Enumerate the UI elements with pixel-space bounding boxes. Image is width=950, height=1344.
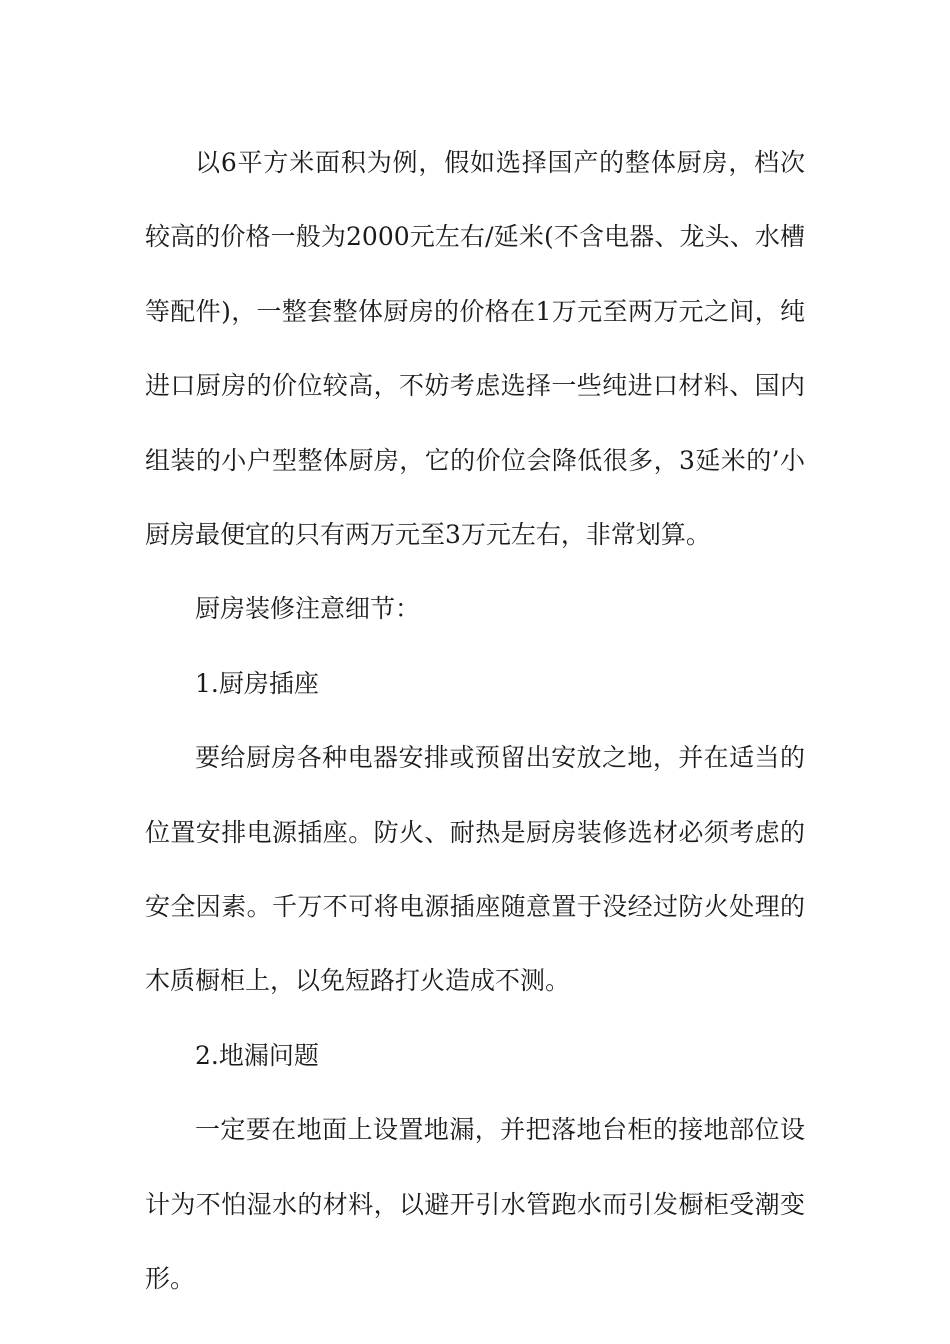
subheading-kitchen-sockets: 1.厨房插座	[195, 668, 319, 698]
section-heading-kitchen-details: 厨房装修注意细节：	[195, 594, 421, 624]
document-body	[145, 126, 805, 1317]
paragraph-kitchen-sockets: 要给厨房各种电器安排或预留出安放之地，并在适当的位置安排电源插座。防火、耐热是厨房装修选材必须考虑的安全因素。千万不可将电源插座随意置于没经过防火处理的木质橱柜上，以免短路打火造成不测。	[145, 743, 805, 996]
paragraph-floor-drain: 一定要在地面上设置地漏，并把落地台柜的接地部位设计为不怕湿水的材料，以避开引水管跑水而引发橱柜受潮变形。	[145, 1115, 805, 1294]
subheading-floor-drain: 2.地漏问题	[195, 1040, 319, 1070]
paragraph-kitchen-price: 以6平方米面积为例，假如选择国产的整体厨房，档次较高的价格一般为2000元左右/延米(不含电器、龙头、水槽等配件)，一整套整体厨房的价格在1万元至两万元之间，纯进口厨房的价位较高，不妨考虑选择一些纯进口材料、国内组装的小户型整体厨房，它的价位会降低很多，3延米的’小厨房最便宜的只有两万元至3万元左右，非常划算。	[145, 148, 805, 550]
